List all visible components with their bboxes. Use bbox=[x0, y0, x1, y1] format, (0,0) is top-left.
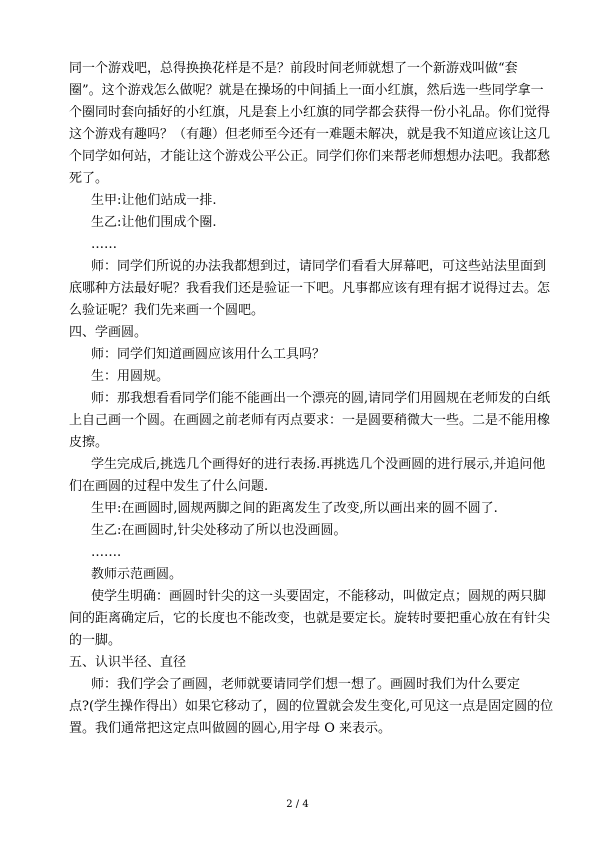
text-line: 的一脚。 bbox=[69, 633, 122, 648]
page-number: 2 / 4 bbox=[286, 799, 309, 810]
text-line: 们在画圆的过程中发生了什么问题. bbox=[69, 479, 269, 494]
text-line: …… bbox=[91, 237, 117, 252]
text-line: 学生完成后,挑选几个画得好的进行表扬.再挑选几个没画圆的进行展示,并追问他 bbox=[91, 457, 546, 472]
text-line: 生乙:让他们围成个圈. bbox=[91, 215, 217, 230]
document-body bbox=[69, 58, 554, 740]
text-line: 四、学画圆。 bbox=[69, 325, 148, 340]
text-line: 死了。 bbox=[69, 171, 109, 186]
text-line: 圈”。这个游戏怎么做呢？就是在操场的中间插上一面小红旗，然后选一些同学拿一 bbox=[69, 83, 544, 98]
text-line: 这个游戏有趣吗？（有趣）但老师至今还有一难题未解决，就是我不知道应该让这几 bbox=[69, 127, 551, 142]
text-line: 师：我们学会了画圆，老师就要请同学们想一想了。画圆时我们为什么要定 bbox=[91, 677, 521, 692]
text-line: 个同学如何站，才能让这个游戏公平公正。同学们你们来帮老师想想办法吧。我都愁 bbox=[69, 149, 551, 164]
text-line: 上自己画一个圆。在画圆之前老师有丙点要求：一是圆要稍微大一些。二是不能用橡 bbox=[69, 413, 551, 428]
text-line: 底哪种方法最好呢？我看我们还是验证一下吧。凡事都应该有理有据才说得过去。怎 bbox=[69, 281, 551, 296]
text-line: 生：用圆规。 bbox=[91, 369, 170, 384]
text-line: 教师示范画圆。 bbox=[91, 567, 183, 582]
text-line: 同一个游戏吧，总得换换花样是不是？前段时间老师就想了一个新游戏叫做“套 bbox=[69, 61, 518, 76]
text-line: 师：那我想看看同学们能不能画出一个漂亮的圆,请同学们用圆规在老师发的白纸 bbox=[91, 391, 551, 406]
text-line: 么验证呢？我们先来画一个圆吧。 bbox=[69, 303, 265, 318]
text-line: 皮擦。 bbox=[69, 435, 109, 450]
text-line: 师：同学们知道画圆应该用什么工具吗？ bbox=[91, 347, 326, 362]
text-line: 置。我们通常把这定点叫做圆的圆心,用字母 O 来表示。 bbox=[69, 721, 392, 736]
text-line: 点?(学生操作得出）如果它移动了，圆的位置就会发生变化,可见这一点是固定圆的位 bbox=[69, 699, 554, 714]
text-line: 五、认识半径、直径 bbox=[69, 655, 187, 670]
text-line: ……. bbox=[91, 545, 122, 560]
text-line: 间的距离确定后，它的长度也不能改变，也就是要定长。旋转时要把重心放在有针尖 bbox=[69, 611, 551, 626]
text-line: 个圈同时套向插好的小红旗，凡是套上小红旗的同学都会获得一份小礼品。你们觉得 bbox=[69, 105, 551, 120]
text-line: 生甲:在画圆时,圆规两脚之间的距离发生了改变,所以画出来的圆不圆了. bbox=[91, 501, 498, 516]
text-line: 使学生明确：画圆时针尖的这一头要固定，不能移动，叫做定点；圆规的两只脚 bbox=[91, 589, 547, 604]
text-line: 师：同学们所说的办法我都想到过，请同学们看看大屏幕吧，可这些站法里面到 bbox=[91, 259, 547, 274]
text-line: 生甲:让他们站成一排. bbox=[91, 193, 217, 208]
text-line: 生乙:在画圆时,针尖处移动了所以也没画圆。 bbox=[91, 523, 347, 538]
